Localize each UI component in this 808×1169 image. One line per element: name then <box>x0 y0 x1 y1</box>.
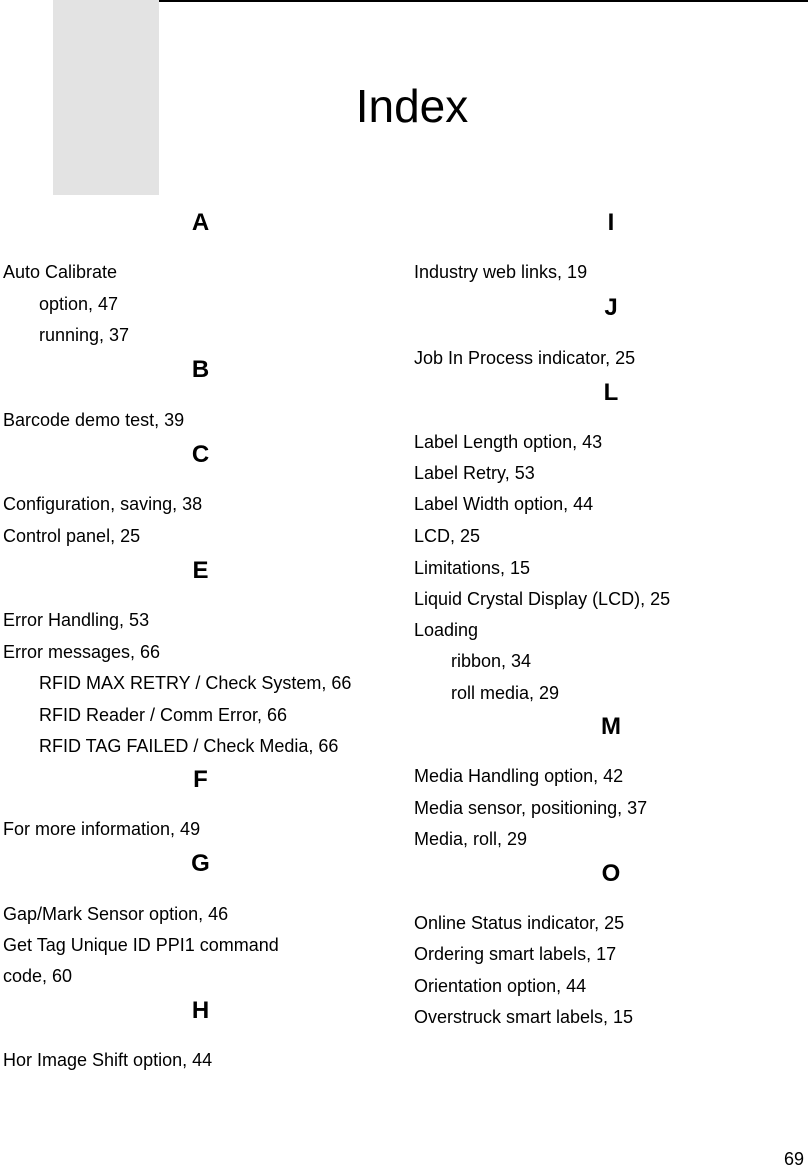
index-entry: Label Width option, 44 <box>414 494 594 514</box>
section-letter-e: E <box>192 557 209 584</box>
index-subentry: running, 37 <box>39 325 130 345</box>
index-entry: Online Status indicator, 25 <box>414 913 625 933</box>
index-entry: Label Length option, 43 <box>414 432 603 452</box>
section-letter-j: J <box>604 294 618 321</box>
index-entry: Hor Image Shift option, 44 <box>3 1050 213 1070</box>
index-entry: Overstruck smart labels, 15 <box>414 1007 634 1027</box>
section-letter-g: G <box>191 850 210 877</box>
index-entry: Error messages, 66 <box>3 642 161 662</box>
index-entry: Gap/Mark Sensor option, 46 <box>3 904 229 924</box>
section-letter-f: F <box>193 766 208 793</box>
section-letter-o: O <box>601 860 621 887</box>
section-letter-h: H <box>191 997 210 1024</box>
index-subentry: option, 47 <box>39 294 119 314</box>
index-entry: Media sensor, positioning, 37 <box>414 798 648 818</box>
index-entry: Get Tag Unique ID PPI1 command <box>3 935 279 955</box>
index-subentry: RFID Reader / Comm Error, 66 <box>39 705 288 725</box>
index-subentry: RFID TAG FAILED / Check Media, 66 <box>39 736 339 756</box>
index-column-left <box>3 0 398 1167</box>
index-entry: Label Retry, 53 <box>414 463 535 483</box>
index-entry: Orientation option, 44 <box>414 976 587 996</box>
index-entry: Loading <box>414 620 479 640</box>
index-entry: Error Handling, 53 <box>3 610 150 630</box>
section-letter-i: I <box>607 209 615 236</box>
page-number: 69 <box>783 1149 804 1169</box>
index-entry: Auto Calibrate <box>3 262 118 282</box>
index-entry: Control panel, 25 <box>3 526 141 546</box>
index-subentry: RFID MAX RETRY / Check System, 66 <box>39 673 352 693</box>
section-letter-c: C <box>191 441 210 468</box>
index-subentry: roll media, 29 <box>451 683 560 703</box>
index-entry: LCD, 25 <box>414 526 481 546</box>
index-entry: Ordering smart labels, 17 <box>414 944 617 964</box>
section-letter-l: L <box>603 379 619 406</box>
index-entry: Configuration, saving, 38 <box>3 494 203 514</box>
index-entry-continuation: code, 60 <box>3 966 73 986</box>
index-entry: Barcode demo test, 39 <box>3 410 185 430</box>
index-entry: For more information, 49 <box>3 819 201 839</box>
page-title: Index <box>355 80 469 132</box>
index-entry: Liquid Crystal Display (LCD), 25 <box>414 589 671 609</box>
index-column-right <box>414 0 808 1167</box>
index-entry: Job In Process indicator, 25 <box>414 348 636 368</box>
index-entry: Limitations, 15 <box>414 558 531 578</box>
section-letter-a: A <box>191 209 210 236</box>
section-letter-b: B <box>191 356 210 383</box>
index-subentry: ribbon, 34 <box>451 651 532 671</box>
index-entry: Media Handling option, 42 <box>414 766 624 786</box>
index-entry: Industry web links, 19 <box>414 262 588 282</box>
section-letter-m: M <box>601 713 621 740</box>
index-entry: Media, roll, 29 <box>414 829 528 849</box>
